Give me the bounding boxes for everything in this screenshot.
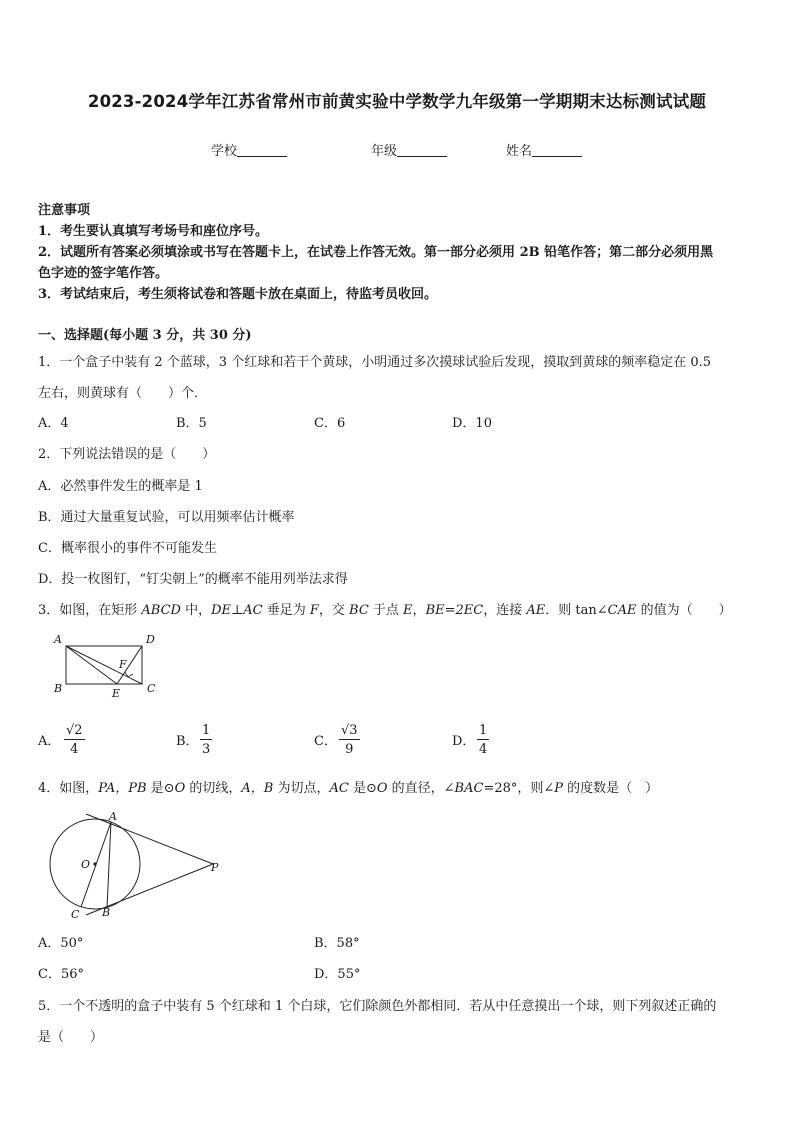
label-f: F: [119, 658, 127, 671]
q1-option-c[interactable]: C．6: [314, 416, 346, 431]
q2-option-c[interactable]: C．概率很小的事件不可能发生: [38, 541, 217, 556]
q3-option-b-label[interactable]: B．: [176, 734, 199, 749]
label-b: B: [102, 906, 111, 919]
grade-field: [371, 140, 447, 159]
chord-ab: [107, 822, 111, 908]
q3-option-c-fraction: $\frac{√3}{9}$: [341, 723, 358, 757]
q1-option-a[interactable]: A．4: [38, 416, 69, 431]
q1-option-b[interactable]: B．5: [176, 416, 207, 431]
q4-circle-figure: [42, 808, 242, 924]
q3-option-d-fraction: $\frac{1}{4}$: [479, 723, 488, 757]
q3-option-c-label[interactable]: C．: [314, 734, 337, 749]
label-o: O: [81, 858, 91, 871]
exam-title: 2023-2024学年江苏省常州市前黄实验中学数学九年级第一学期期末达标测试试题: [87, 92, 707, 111]
note-3: 3．考试结束后，考生须将试卷和答题卡放在桌面上，待监考员收回。: [38, 287, 438, 302]
q4-option-a[interactable]: A．50°: [38, 936, 84, 951]
q3-option-b-fraction: $\frac{1}{3}$: [202, 723, 211, 757]
q3-stem: 3．如图，在矩形 ABCD 中，DE⊥AC 垂足为 F，交 BC 于点 E，BE=2EC，连接 AE．则 tan∠CAE 的值为（ ）: [38, 603, 732, 618]
notes-heading: 注意事项: [38, 203, 91, 218]
q4-option-d[interactable]: D．55°: [314, 967, 361, 982]
grade-label: 年级: [371, 144, 398, 159]
label-e: E: [112, 687, 121, 700]
school-label: 学校: [211, 144, 238, 159]
name-blank[interactable]: [532, 144, 582, 157]
school-blank[interactable]: [237, 144, 287, 157]
q1-stem-line-2: 左右，则黄球有（ ）个．: [38, 386, 208, 401]
q1-stem-line-1: 1．一个盒子中装有 2 个蓝球，3 个红球和若干个黄球，小明通过多次摸球试验后发现，摸取到黄球的频率稳定在 0.5: [38, 355, 712, 370]
note-1: 1．考生要认真填写考场号和座位序号。: [38, 224, 269, 239]
name-label: 姓名: [506, 144, 533, 159]
diagonal-ac: [66, 646, 142, 684]
q4-stem: 4．如图，PA，PB 是⊙O 的切线，A，B 为切点，AC 是⊙O 的直径，∠BAC=28°，则∠P 的度数是（ ）: [38, 781, 659, 796]
q4-option-c[interactable]: C．56°: [38, 967, 84, 982]
q2-stem: 2．下列说法错误的是（ ）: [38, 447, 216, 462]
q3-option-d-label[interactable]: D．: [452, 734, 476, 749]
label-a: A: [54, 633, 62, 646]
grade-blank[interactable]: [397, 144, 447, 157]
q4-option-b[interactable]: B．58°: [314, 936, 360, 951]
q2-option-b[interactable]: B．通过大量重复试验，可以用频率估计概率: [38, 510, 295, 525]
note-2-line-2: 色字迹的签字笔作答。: [38, 266, 169, 281]
label-c: C: [147, 682, 156, 695]
label-a: A: [109, 810, 117, 823]
school-field: [211, 140, 287, 159]
q2-option-a[interactable]: A．必然事件发生的概率是 1: [38, 479, 203, 494]
label-d: D: [146, 633, 155, 646]
segment-ae: [66, 646, 117, 684]
note-2-line-1: 2．试题所有答案必须填涂或书写在答题卡上，在试卷上作答无效。第一部分必须用 2B 铅笔作答；第二部分必须用黑: [38, 245, 714, 260]
q3-option-a-fraction: $\frac{√2}{4}$: [66, 723, 83, 757]
name-field: [506, 140, 582, 159]
q1-option-d[interactable]: D．10: [452, 416, 492, 431]
center-point-o: [93, 862, 96, 865]
label-c: C: [71, 908, 80, 921]
label-b: B: [54, 682, 63, 695]
section-1-heading: 一、选择题(每小题 3 分，共 30 分): [38, 328, 252, 343]
q3-option-a-label[interactable]: A．: [38, 734, 61, 749]
q2-option-d[interactable]: D．投一枚图钉，“钉尖朝上”的概率不能用列举法求得: [38, 572, 348, 587]
label-p: P: [211, 861, 219, 874]
q5-stem-line-2: 是（ ）: [38, 1030, 104, 1045]
q3-rectangle-figure: [48, 628, 168, 704]
q5-stem-line-1: 5．一个不透明的盒子中装有 5 个红球和 1 个白球，它们除颜色外都相同．若从中任意摸出一个球，则下列叙述正确的: [38, 999, 717, 1014]
